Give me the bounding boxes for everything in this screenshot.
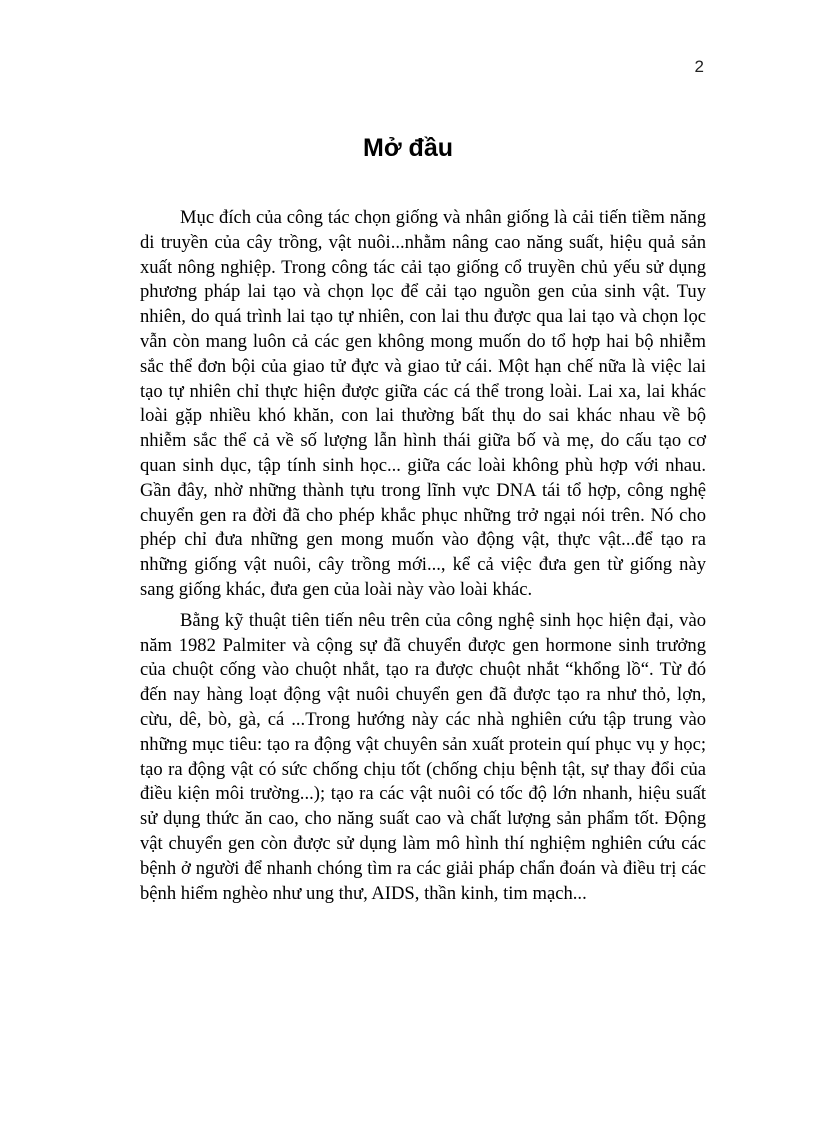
paragraph-transgenic-animals: Bằng kỹ thuật tiên tiến nêu trên của công nghệ sinh học hiện đại, vào năm 1982 Palmiter và cộng sự đã chuyển được gen hormone sinh trưởng của chuột cống vào chuột nhắt, tạo ra được chuột nhắt “khổng lồ“. Từ đó đến nay hàng loạt động vật nuôi chuyển gen đã được tạo ra như thỏ, lợn, cừu, dê, bò, gà, cá ...Trong hướng này các nhà nghiên cứu tập trung vào những mục tiêu: tạo ra động vật chuyên sản xuất protein quí phục vụ y học; tạo ra động vật có sức chống chịu tốt (chống chịu bệnh tật, sự thay đổi của điều kiện môi trường...); tạo ra các vật nuôi có tốc độ lớn nhanh, hiệu suất sử dụng thức ăn cao, cho năng suất cao và chất lượng sản phẩm tốt. Động vật chuyển gen còn được sử dụng làm mô hình thí nghiệm nghiên cứu các bệnh ở người để nhanh chóng tìm ra các giải pháp chẩn đoán và điều trị các bệnh hiểm nghèo như ung thư, AIDS, thần kinh, tim mạch... (140, 609, 706, 904)
body-text (140, 206, 706, 912)
page-number: 2 (694, 57, 704, 76)
chapter-title: Mở đầu (363, 134, 453, 162)
paragraph-introduction-purpose: Mục đích của công tác chọn giống và nhân giống là cải tiến tiềm năng di truyền của cây trồng, vật nuôi...nhằm nâng cao năng suất, hiệu quả sản xuất nông nghiệp. Trong công tác cải tạo giống cổ truyền chủ yếu sử dụng phương pháp lai tạo và chọn lọc để cải tạo nguồn gen của sinh vật. Tuy nhiên, do quá trình lai tạo tự nhiên, con lai thu được qua lai tạo và chọn lọc vẫn còn mang luôn cả các gen không mong muốn do tổ hợp hai bộ nhiễm sắc thể đơn bội của giao tử đực và giao tử cái. Một hạn chế nữa là việc lai tạo tự nhiên chỉ thực hiện được giữa các cá thể trong loài. Lai xa, lai khác loài gặp nhiều khó khăn, con lai thường bất thụ do sai khác nhau về bộ nhiễm sắc thể cả về số lượng lẫn hình thái giữa bố và mẹ, do cấu tạo cơ quan sinh dục, tập tính sinh học... giữa các loài không phù hợp với nhau. Gần đây, nhờ những thành tựu trong lĩnh vực DNA tái tổ hợp, công nghệ chuyển gen ra đời đã cho phép khắc phục những trở ngại nói trên. Nó cho phép chỉ đưa những gen mong muốn vào động vật, thực vật...để tạo ra những giống vật nuôi, cây trồng mới..., kể cả việc đưa gen từ giống này sang giống khác, đưa gen của loài này vào loài khác. (140, 207, 706, 600)
